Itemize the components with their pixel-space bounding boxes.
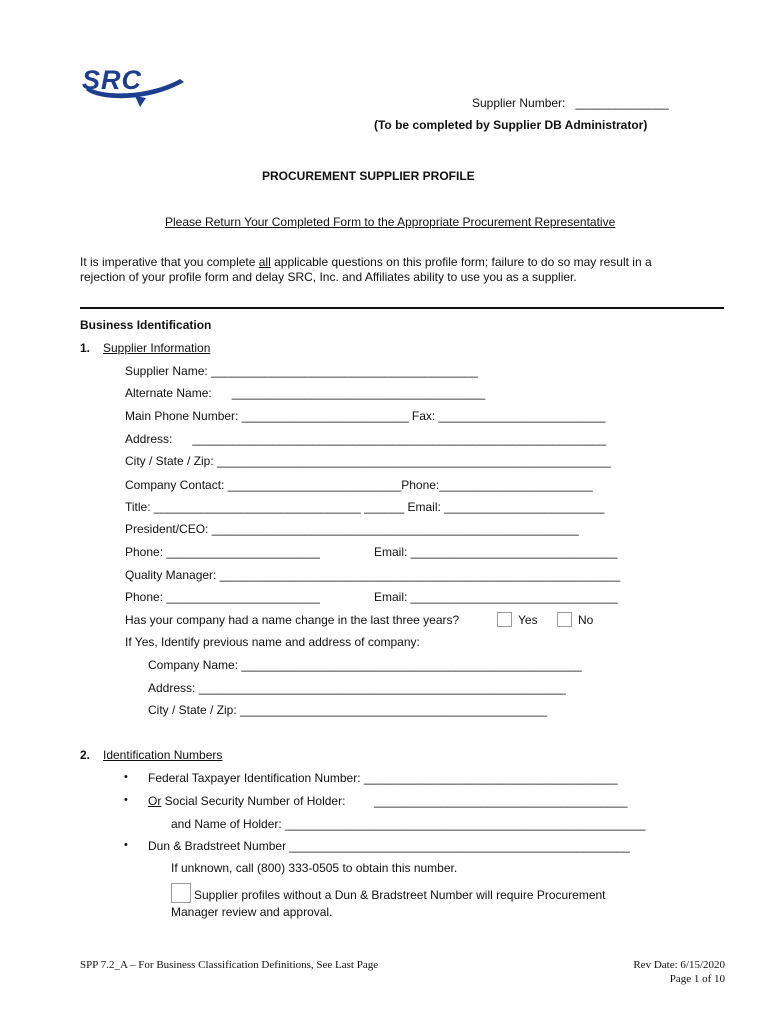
previous-city-state-zip-field[interactable]: City / State / Zip: ______________________________________________ xyxy=(148,703,548,717)
duns-number-field[interactable]: Dun & Bradstreet Number ___________________________________________________ xyxy=(148,839,630,853)
alternate-name-field[interactable]: Alternate Name: ______________________________________ xyxy=(125,386,486,400)
name-change-question: Has your company had a name change in the last three years? xyxy=(125,613,460,627)
section1-subheading: Supplier Information xyxy=(103,341,211,355)
page-number: Page 1 of 10 xyxy=(669,973,725,985)
no-label: No xyxy=(578,613,594,627)
phone-fax-field[interactable]: Main Phone Number: _________________________ Fax: _________________________ xyxy=(125,409,606,423)
title-email-field[interactable]: Title: _______________________________ ______ Email: ________________________ xyxy=(125,500,605,514)
src-logo-mark xyxy=(80,66,200,110)
section2-subheading: Identification Numbers xyxy=(103,748,223,762)
supplier-name-field[interactable]: Supplier Name: ________________________________________ xyxy=(125,364,478,378)
admin-note: (To be completed by Supplier DB Administrator) xyxy=(374,118,648,132)
intro-text-b: applicable questions on this profile form; failure to do so may result in a rejection of your profile form and delay SRC, Inc. and Affiliates ability to use you as a supplier. xyxy=(80,255,652,284)
ceo-email-field[interactable]: Email: _______________________________ xyxy=(374,545,618,559)
qm-phone-field[interactable]: Phone: _______________________ xyxy=(125,590,320,604)
section2-number: 2. xyxy=(80,748,91,762)
section1-number: 1. xyxy=(80,341,91,355)
quality-manager-field[interactable]: Quality Manager: ____________________________________________________________ xyxy=(125,568,621,582)
intro-text-a: It is imperative that you complete xyxy=(80,255,259,269)
ssn-field[interactable]: ______________________________________ xyxy=(374,794,628,808)
page-title: PROCUREMENT SUPPLIER PROFILE xyxy=(262,169,475,183)
bullet-icon: • xyxy=(124,794,128,806)
return-note: Please Return Your Completed Form to the Appropriate Procurement Representative xyxy=(165,215,616,229)
bullet-icon: • xyxy=(124,839,128,851)
duns-review-note-line2: Manager review and approval. xyxy=(171,905,333,919)
intro-emphasis: all xyxy=(258,255,271,269)
rev-date: Rev Date: 6/15/2020 xyxy=(633,959,725,971)
ssn-label-text: Social Security Number of Holder: xyxy=(161,794,346,808)
section-divider xyxy=(80,307,724,309)
president-ceo-field[interactable]: President/CEO: _______________________________________________________ xyxy=(125,522,579,536)
duns-review-note-line1: Supplier profiles without a Dun & Bradstreet Number will require Procurement xyxy=(194,888,606,902)
address-field[interactable]: Address: ______________________________________________________________ xyxy=(125,432,607,446)
bullet-icon: • xyxy=(124,771,128,783)
or-text: Or xyxy=(148,794,162,808)
federal-taxpayer-id-field[interactable]: Federal Taxpayer Identification Number: ______________________________________ xyxy=(148,771,618,785)
no-checkbox[interactable] xyxy=(557,612,572,627)
src-logo xyxy=(80,66,200,113)
duns-unknown-note: If unknown, call (800) 333-0505 to obtain this number. xyxy=(171,861,458,875)
duns-review-checkbox[interactable] xyxy=(171,883,191,903)
previous-company-name-field[interactable]: Company Name: ___________________________________________________ xyxy=(148,658,582,672)
ssn-label xyxy=(148,794,345,808)
ceo-phone-field[interactable]: Phone: _______________________ xyxy=(125,545,320,559)
if-yes-instruction: If Yes, Identify previous name and address of company: xyxy=(125,635,420,649)
previous-address-field[interactable]: Address: _______________________________________________________ xyxy=(148,681,566,695)
footer-left: SPP 7.2_A – For Business Classification Definitions, See Last Page xyxy=(80,959,379,971)
qm-email-field[interactable]: Email: _______________________________ xyxy=(374,590,618,604)
supplier-number-field: Supplier Number: ______________ xyxy=(472,96,669,110)
section-heading: Business Identification xyxy=(80,318,212,332)
company-contact-field[interactable]: Company Contact: __________________________Phone:_______________________ xyxy=(125,478,593,492)
yes-checkbox[interactable] xyxy=(497,612,512,627)
intro-paragraph xyxy=(80,255,700,285)
yes-label: Yes xyxy=(518,613,538,627)
holder-name-field[interactable]: and Name of Holder: ______________________________________________________ xyxy=(171,817,646,831)
logo-text: SRC xyxy=(82,66,143,95)
city-state-zip-field[interactable]: City / State / Zip: ___________________________________________________________ xyxy=(125,454,611,468)
